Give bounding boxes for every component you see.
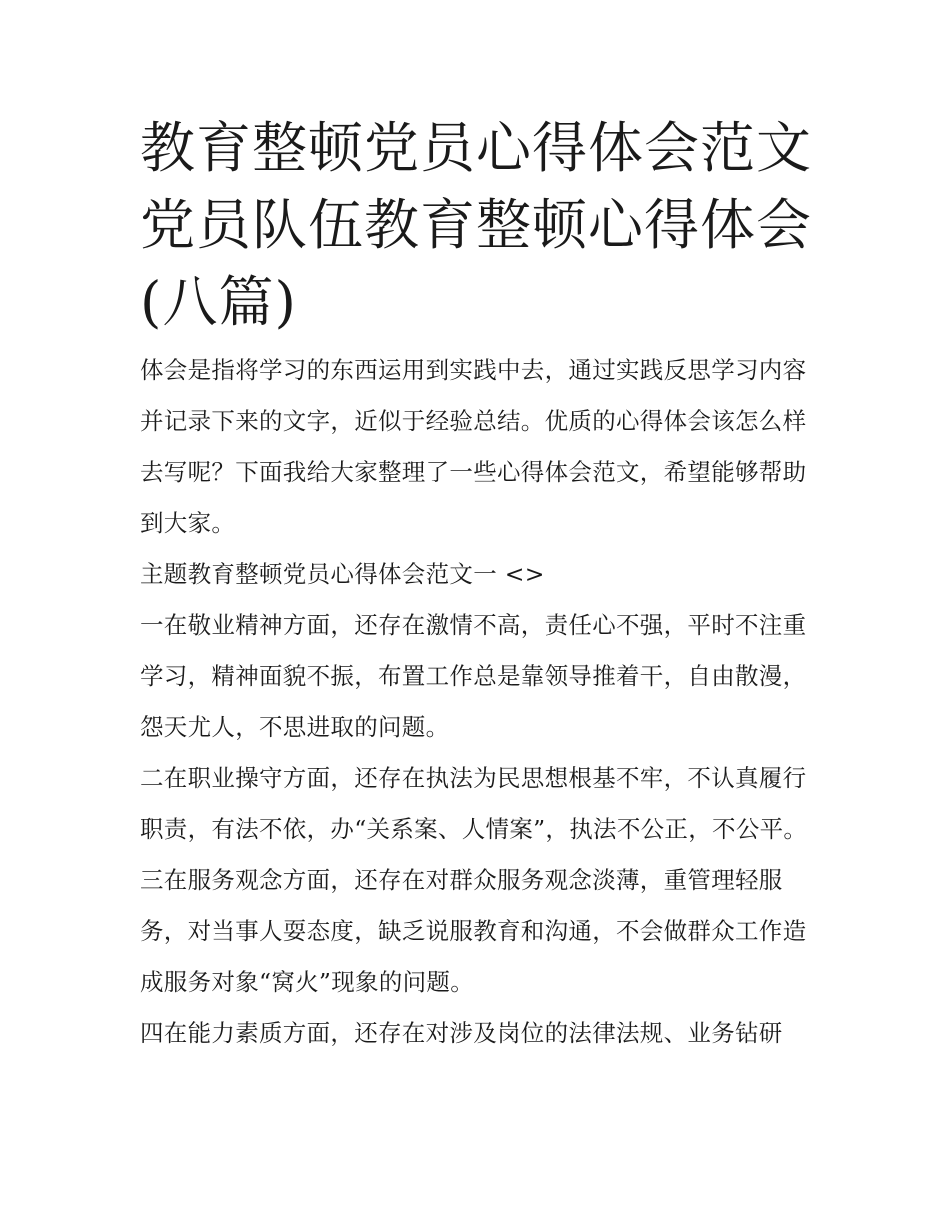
body-paragraph: 三在服务观念方面，还存在对群众服务观念淡薄，重管理轻服务，对当事人耍态度，缺乏说服教育和沟通，不会做群众工作造成服务对象“窝火”现象的问题。	[140, 866, 807, 996]
body-paragraph: 一在敬业精神方面，还存在激情不高，责任心不强，平时不注重学习，精神面貌不振，布置工作总是靠领导推着干，自由散漫，怨天尤人，不思进取的问题。	[140, 611, 807, 741]
body-paragraph: 二在职业操守方面，还存在执法为民思想根基不牢，不认真履行职责，有法不依，办“关系案、人情案”，执法不公正，不公平。	[140, 764, 808, 843]
body-paragraph: 四在能力素质方面，还存在对涉及岗位的法律法规、业务钻研	[140, 1019, 783, 1047]
document-body	[140, 110, 812, 1059]
section-heading: 主题教育整顿党员心得体会范文一 <>	[140, 560, 545, 588]
document-title: 教育整顿党员心得体会范文 党员队伍教育整顿心得体会(八篇)	[140, 116, 813, 334]
intro-paragraph: 体会是指将学习的东西运用到实践中去，通过实践反思学习内容并记录下来的文字，近似于经验总结。优质的心得体会该怎么样去写呢？下面我给大家整理了一些心得体会范文，希望能够帮助到大家。	[140, 356, 807, 537]
